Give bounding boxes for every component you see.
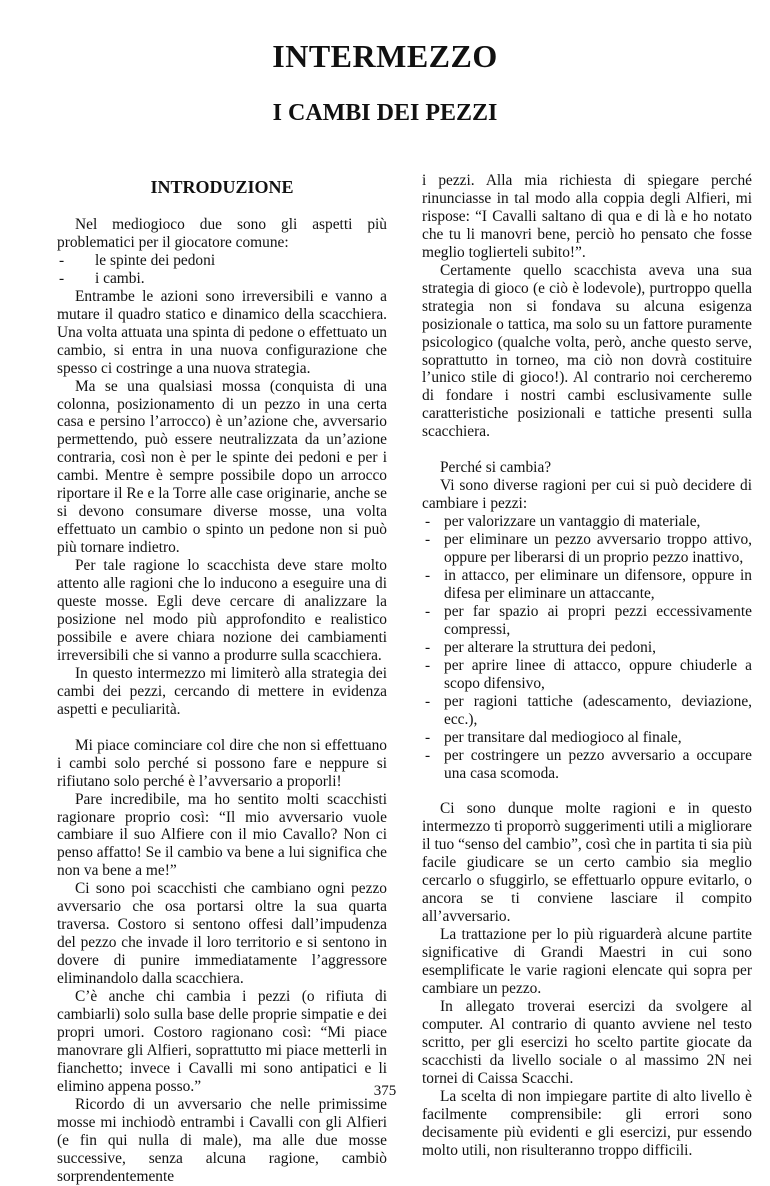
- right-column: [422, 172, 752, 1160]
- paragraph: Vi sono diverse ragioni per cui si può decidere di cambiare i pezzi:: [422, 477, 752, 513]
- chapter-subtitle: I CAMBI DEI PEZZI: [272, 100, 498, 126]
- list-item: - in attacco, per eliminare un difensore, oppure in difesa per eliminare un attaccante,: [422, 567, 752, 603]
- list-item: - per costringere un pezzo avversario a occupare una casa scomoda.: [422, 747, 752, 783]
- paragraph: Ricordo di un avversario che nelle primissime mosse mi inchiodò entrambi i Cavalli con gli Alfieri (e fin qui nulla di male), ma alle due mosse successive, senza alcuna ragione, cambiò sorprendentemente: [57, 1095, 387, 1185]
- list-item: - per aprire linee di attacco, oppure chiuderle a scopo difensivo,: [422, 657, 752, 693]
- paragraph: In allegato troverai esercizi da svolgere al computer. Al contrario di quanto avviene nel testo scritto, per gli esercizi ho scelto partite giocate da scacchisti da livello sociale o al massimo 2N nei tornei di Caissa Scacchi.: [422, 997, 752, 1087]
- reasons-list: [422, 513, 752, 782]
- list-item: - le spinte dei pedoni: [57, 252, 387, 270]
- paragraph: Pare incredibile, ma ho sentito molti scacchisti ragionare proprio così: “Il mio avversario vuole cambiare il suo Alfiere con il mio Cavallo? Non ci penso affatto! Se il cambio va bene a lui significa che non va bene a me!”: [57, 790, 387, 880]
- paragraph: In questo intermezzo mi limiterò alla strategia dei cambi dei pezzi, cercando di mettere in evidenza aspetti e peculiarità.: [57, 664, 387, 718]
- list-item: - per transitare dal mediogioco al finale,: [422, 729, 752, 747]
- paragraph: Nel mediogioco due sono gli aspetti più problematici per il giocatore comune:: [57, 216, 387, 251]
- section-heading: INTRODUZIONE: [150, 177, 294, 197]
- paragraph: La scelta di non impiegare partite di alto livello è facilmente comprensibile: gli errori sono decisamente più evidenti e gli esercizi, pur essendo molto utili, non risulteranno troppo difficili.: [422, 1087, 752, 1159]
- dash-list: [57, 252, 387, 288]
- list-item: - per ragioni tattiche (adescamento, deviazione, ecc.),: [422, 693, 752, 729]
- paragraph: Ma se una qualsiasi mossa (conquista di una colonna, posizionamento di un pezzo in una certa casa e persino l’arrocco) è un’azione che, avversario permettendo, può essere neutralizzata da un’azione contraria, così non è per le spinte dei pedoni e per i cambi. Mentre è sempre possibile dopo un arrocco riportare il Re e la Torre alle case originarie, anche se si devono consumare diverse mosse, una volta effettuato un cambio o spinto un pedone non si può più tornare indietro.: [57, 377, 387, 557]
- paragraph: i pezzi. Alla mia richiesta di spiegare perché rinunciasse in tal modo alla coppia degli Alfieri, mi rispose: “I Cavalli saltano di qua e di là e ho notato che tu li manovri bene, perciò ho pensato che fosse meglio toglierteli subito!”.: [422, 172, 752, 261]
- paragraph: Ci sono poi scacchisti che cambiano ogni pezzo avversario che osa portarsi oltre la sua quarta traversa. Costoro si sentono offesi dall’impudenza del pezzo che invade il loro territorio e si sentono in dovere di punire immediatamente l’aggressore eliminandolo dalla scacchiera.: [57, 880, 387, 988]
- paragraph: Certamente quello scacchista aveva una sua strategia di gioco (e ciò è lodevole), purtroppo quella strategia non si fondava su alcuna esigenza posizionale o tattica, ma solo su un fattore puramente psicologico (qualche volta, però, anche questo serve, soprattutto in torneo, ma ciò non dovrà costituire l’unico stile di gioco!). Al contrario noi cercheremo di fondare i nostri cambi esclusivamente sulle caratteristiche posizionali e tattiche presenti sulla scacchiera.: [422, 261, 752, 441]
- question-heading: Perché si cambia?: [440, 459, 552, 477]
- list-item: - per valorizzare un vantaggio di materiale,: [422, 513, 752, 531]
- list-item: - i cambi.: [57, 270, 387, 288]
- list-item: - per eliminare un pezzo avversario troppo attivo, oppure per liberarsi di un proprio pezzo inattivo,: [422, 531, 752, 567]
- left-column: [57, 172, 387, 1186]
- paragraph: Mi piace cominciare col dire che non si effettuano i cambi solo perché si possono fare e neppure si rifiutano solo perché è l’avversario a proporli!: [57, 736, 387, 790]
- paragraph: Per tale ragione lo scacchista deve stare molto attento alle ragioni che lo inducono a eseguire una di queste mosse. Egli deve cercare di analizzare la posizione nel modo più approfondito e realistico possibile e avere chiara nozione dei cambiamenti irreversibili che si vanno a produrre sulla scacchiera.: [57, 557, 387, 664]
- paragraph: Ci sono dunque molte ragioni e in questo intermezzo ti proporrò suggerimenti utili a migliorare il tuo “senso del cambio”, così che in partita ti sia più facile giudicare se un certo cambio sia meglio cercarlo o sfuggirlo, se effettuarlo oppure evitarlo, o ancora se ti conviene lasciare il compito all’avversario.: [422, 800, 752, 926]
- chapter-title: INTERMEZZO: [272, 38, 498, 74]
- paragraph: La trattazione per lo più riguarderà alcune partite significative di Grandi Maestri in cui sono esemplificate le varie ragioni elencate qui sopra per cambiare un pezzo.: [422, 926, 752, 997]
- list-item: - per alterare la struttura dei pedoni,: [422, 639, 752, 657]
- paragraph: C’è anche chi cambia i pezzi (o rifiuta di cambiarli) solo sulla base delle proprie simpatie e dei propri umori. Costoro ragionano così: “Mi piace manovrare gli Alfieri, soprattutto mi piace metterli in fianchetto; invece i Cavalli mi sono antipatici e li elimino appena posso.”: [57, 988, 387, 1095]
- list-item: - per far spazio ai propri pezzi eccessivamente compressi,: [422, 603, 752, 639]
- paragraph: Entrambe le azioni sono irreversibili e vanno a mutare il quadro statico e dinamico della scacchiera. Una volta attuata una spinta di pedone o effettuato un cambio, si entra in una nuova configurazione che spesso ci costringe a una nuova strategia.: [57, 287, 387, 377]
- page-number: 375: [373, 1083, 397, 1099]
